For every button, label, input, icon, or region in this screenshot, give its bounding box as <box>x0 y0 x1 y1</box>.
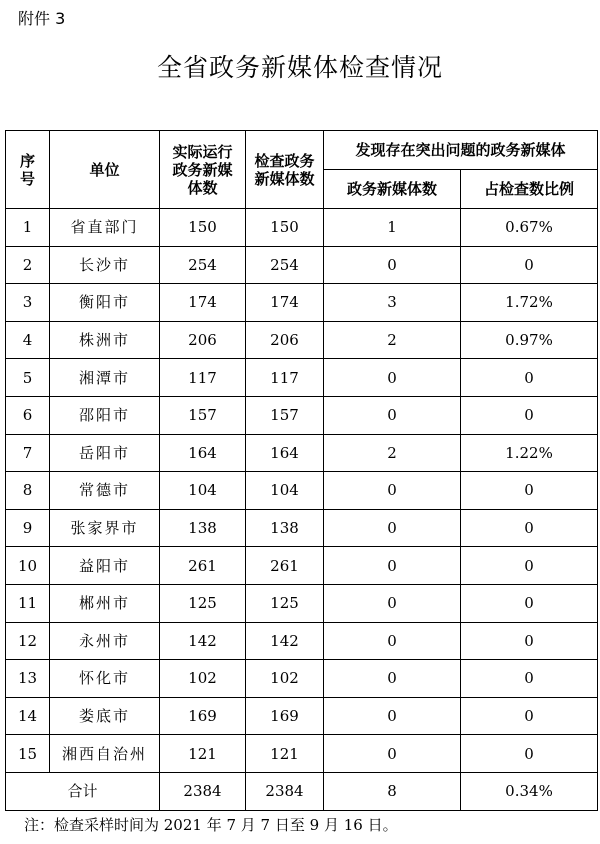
cell-issue-ratio: 0 <box>461 735 598 773</box>
cell-checked: 142 <box>246 622 324 660</box>
cell-index: 4 <box>6 321 50 359</box>
cell-running: 142 <box>160 622 246 660</box>
cell-issue-ratio: 0 <box>461 396 598 434</box>
cell-checked: 169 <box>246 697 324 735</box>
table-row <box>6 697 598 735</box>
cell-checked: 164 <box>246 434 324 472</box>
total-row <box>6 772 598 810</box>
cell-issue-ratio: 0.97% <box>461 321 598 359</box>
cell-issue-ratio: 0 <box>461 509 598 547</box>
cell-index: 7 <box>6 434 50 472</box>
cell-issue-count: 0 <box>324 622 461 660</box>
cell-index: 13 <box>6 660 50 698</box>
cell-issue-count: 0 <box>324 246 461 284</box>
cell-issue-count: 1 <box>324 209 461 247</box>
inspection-table <box>5 130 598 811</box>
cell-issue-count: 0 <box>324 547 461 585</box>
cell-running: 174 <box>160 284 246 322</box>
cell-issue-ratio: 0 <box>461 246 598 284</box>
cell-index: 8 <box>6 472 50 510</box>
cell-issue-count: 0 <box>324 396 461 434</box>
header-running <box>160 131 246 209</box>
cell-running: 150 <box>160 209 246 247</box>
cell-running: 102 <box>160 660 246 698</box>
cell-running: 157 <box>160 396 246 434</box>
cell-index: 3 <box>6 284 50 322</box>
cell-unit: 省直部门 <box>50 209 160 247</box>
cell-index: 2 <box>6 246 50 284</box>
header-unit: 单位 <box>50 131 160 209</box>
cell-checked: 174 <box>246 284 324 322</box>
table-row <box>6 622 598 660</box>
table-row <box>6 209 598 247</box>
table-row <box>6 396 598 434</box>
cell-issue-ratio: 0 <box>461 584 598 622</box>
cell-running: 121 <box>160 735 246 773</box>
table-row <box>6 472 598 510</box>
cell-issue-count: 0 <box>324 472 461 510</box>
cell-unit: 永州市 <box>50 622 160 660</box>
header-checked <box>246 131 324 209</box>
cell-running: 169 <box>160 697 246 735</box>
cell-checked: 121 <box>246 735 324 773</box>
cell-running: 125 <box>160 584 246 622</box>
total-issue-count: 8 <box>324 772 461 810</box>
cell-unit: 郴州市 <box>50 584 160 622</box>
cell-running: 254 <box>160 246 246 284</box>
header-checked-text: 检查政务 新媒体数 <box>254 151 315 188</box>
cell-issue-ratio: 1.72% <box>461 284 598 322</box>
cell-issue-count: 0 <box>324 584 461 622</box>
table-row <box>6 584 598 622</box>
cell-index: 1 <box>6 209 50 247</box>
header-issue-count: 政务新媒体数 <box>324 170 461 209</box>
table-row <box>6 547 598 585</box>
cell-checked: 254 <box>246 246 324 284</box>
cell-unit: 长沙市 <box>50 246 160 284</box>
cell-issue-count: 0 <box>324 509 461 547</box>
cell-checked: 102 <box>246 660 324 698</box>
header-index <box>6 131 50 209</box>
cell-index: 12 <box>6 622 50 660</box>
cell-unit: 娄底市 <box>50 697 160 735</box>
cell-checked: 138 <box>246 509 324 547</box>
cell-issue-ratio: 0 <box>461 359 598 397</box>
table-row <box>6 509 598 547</box>
attachment-label: 附件 3 <box>18 9 66 28</box>
cell-unit: 益阳市 <box>50 547 160 585</box>
cell-checked: 206 <box>246 321 324 359</box>
cell-running: 138 <box>160 509 246 547</box>
cell-running: 261 <box>160 547 246 585</box>
cell-issue-count: 2 <box>324 321 461 359</box>
cell-unit: 湘潭市 <box>50 359 160 397</box>
cell-issue-ratio: 0 <box>461 622 598 660</box>
table-row <box>6 246 598 284</box>
cell-issue-ratio: 0 <box>461 660 598 698</box>
table-body <box>6 209 598 811</box>
cell-unit: 衡阳市 <box>50 284 160 322</box>
cell-unit: 邵阳市 <box>50 396 160 434</box>
cell-issue-count: 0 <box>324 735 461 773</box>
cell-running: 117 <box>160 359 246 397</box>
cell-index: 11 <box>6 584 50 622</box>
cell-checked: 117 <box>246 359 324 397</box>
total-checked: 2384 <box>246 772 324 810</box>
cell-unit: 怀化市 <box>50 660 160 698</box>
cell-issue-count: 0 <box>324 697 461 735</box>
cell-unit: 张家界市 <box>50 509 160 547</box>
cell-checked: 261 <box>246 547 324 585</box>
table-row <box>6 735 598 773</box>
cell-running: 206 <box>160 321 246 359</box>
page-title: 全省政务新媒体检查情况 <box>156 53 443 82</box>
cell-unit: 株洲市 <box>50 321 160 359</box>
cell-checked: 157 <box>246 396 324 434</box>
cell-checked: 104 <box>246 472 324 510</box>
cell-issue-ratio: 0.67% <box>461 209 598 247</box>
cell-issue-ratio: 0 <box>461 697 598 735</box>
cell-unit: 常德市 <box>50 472 160 510</box>
table-row <box>6 359 598 397</box>
header-running-text: 实际运行 政务新媒 体数 <box>172 142 233 197</box>
table-row <box>6 321 598 359</box>
cell-checked: 150 <box>246 209 324 247</box>
header-index-text: 序 号 <box>19 151 35 188</box>
cell-issue-ratio: 1.22% <box>461 434 598 472</box>
cell-index: 14 <box>6 697 50 735</box>
cell-issue-count: 2 <box>324 434 461 472</box>
cell-issue-ratio: 0 <box>461 472 598 510</box>
footnote: 注：检查采样时间为 2021 年 7 月 7 日至 9 月 16 日。 <box>24 816 398 834</box>
cell-issue-ratio: 0 <box>461 547 598 585</box>
cell-running: 104 <box>160 472 246 510</box>
cell-unit: 岳阳市 <box>50 434 160 472</box>
table-row <box>6 284 598 322</box>
cell-index: 9 <box>6 509 50 547</box>
header-issue-group: 发现存在突出问题的政务新媒体 <box>324 131 598 170</box>
table-row <box>6 434 598 472</box>
cell-unit: 湘西自治州 <box>50 735 160 773</box>
total-label: 合计 <box>6 772 160 810</box>
cell-issue-count: 0 <box>324 359 461 397</box>
cell-index: 15 <box>6 735 50 773</box>
total-running: 2384 <box>160 772 246 810</box>
cell-index: 5 <box>6 359 50 397</box>
table-row <box>6 660 598 698</box>
cell-issue-count: 0 <box>324 660 461 698</box>
total-issue-ratio: 0.34% <box>461 772 598 810</box>
cell-issue-count: 3 <box>324 284 461 322</box>
cell-index: 10 <box>6 547 50 585</box>
cell-checked: 125 <box>246 584 324 622</box>
cell-running: 164 <box>160 434 246 472</box>
header-issue-ratio: 占检查数比例 <box>461 170 598 209</box>
cell-index: 6 <box>6 396 50 434</box>
